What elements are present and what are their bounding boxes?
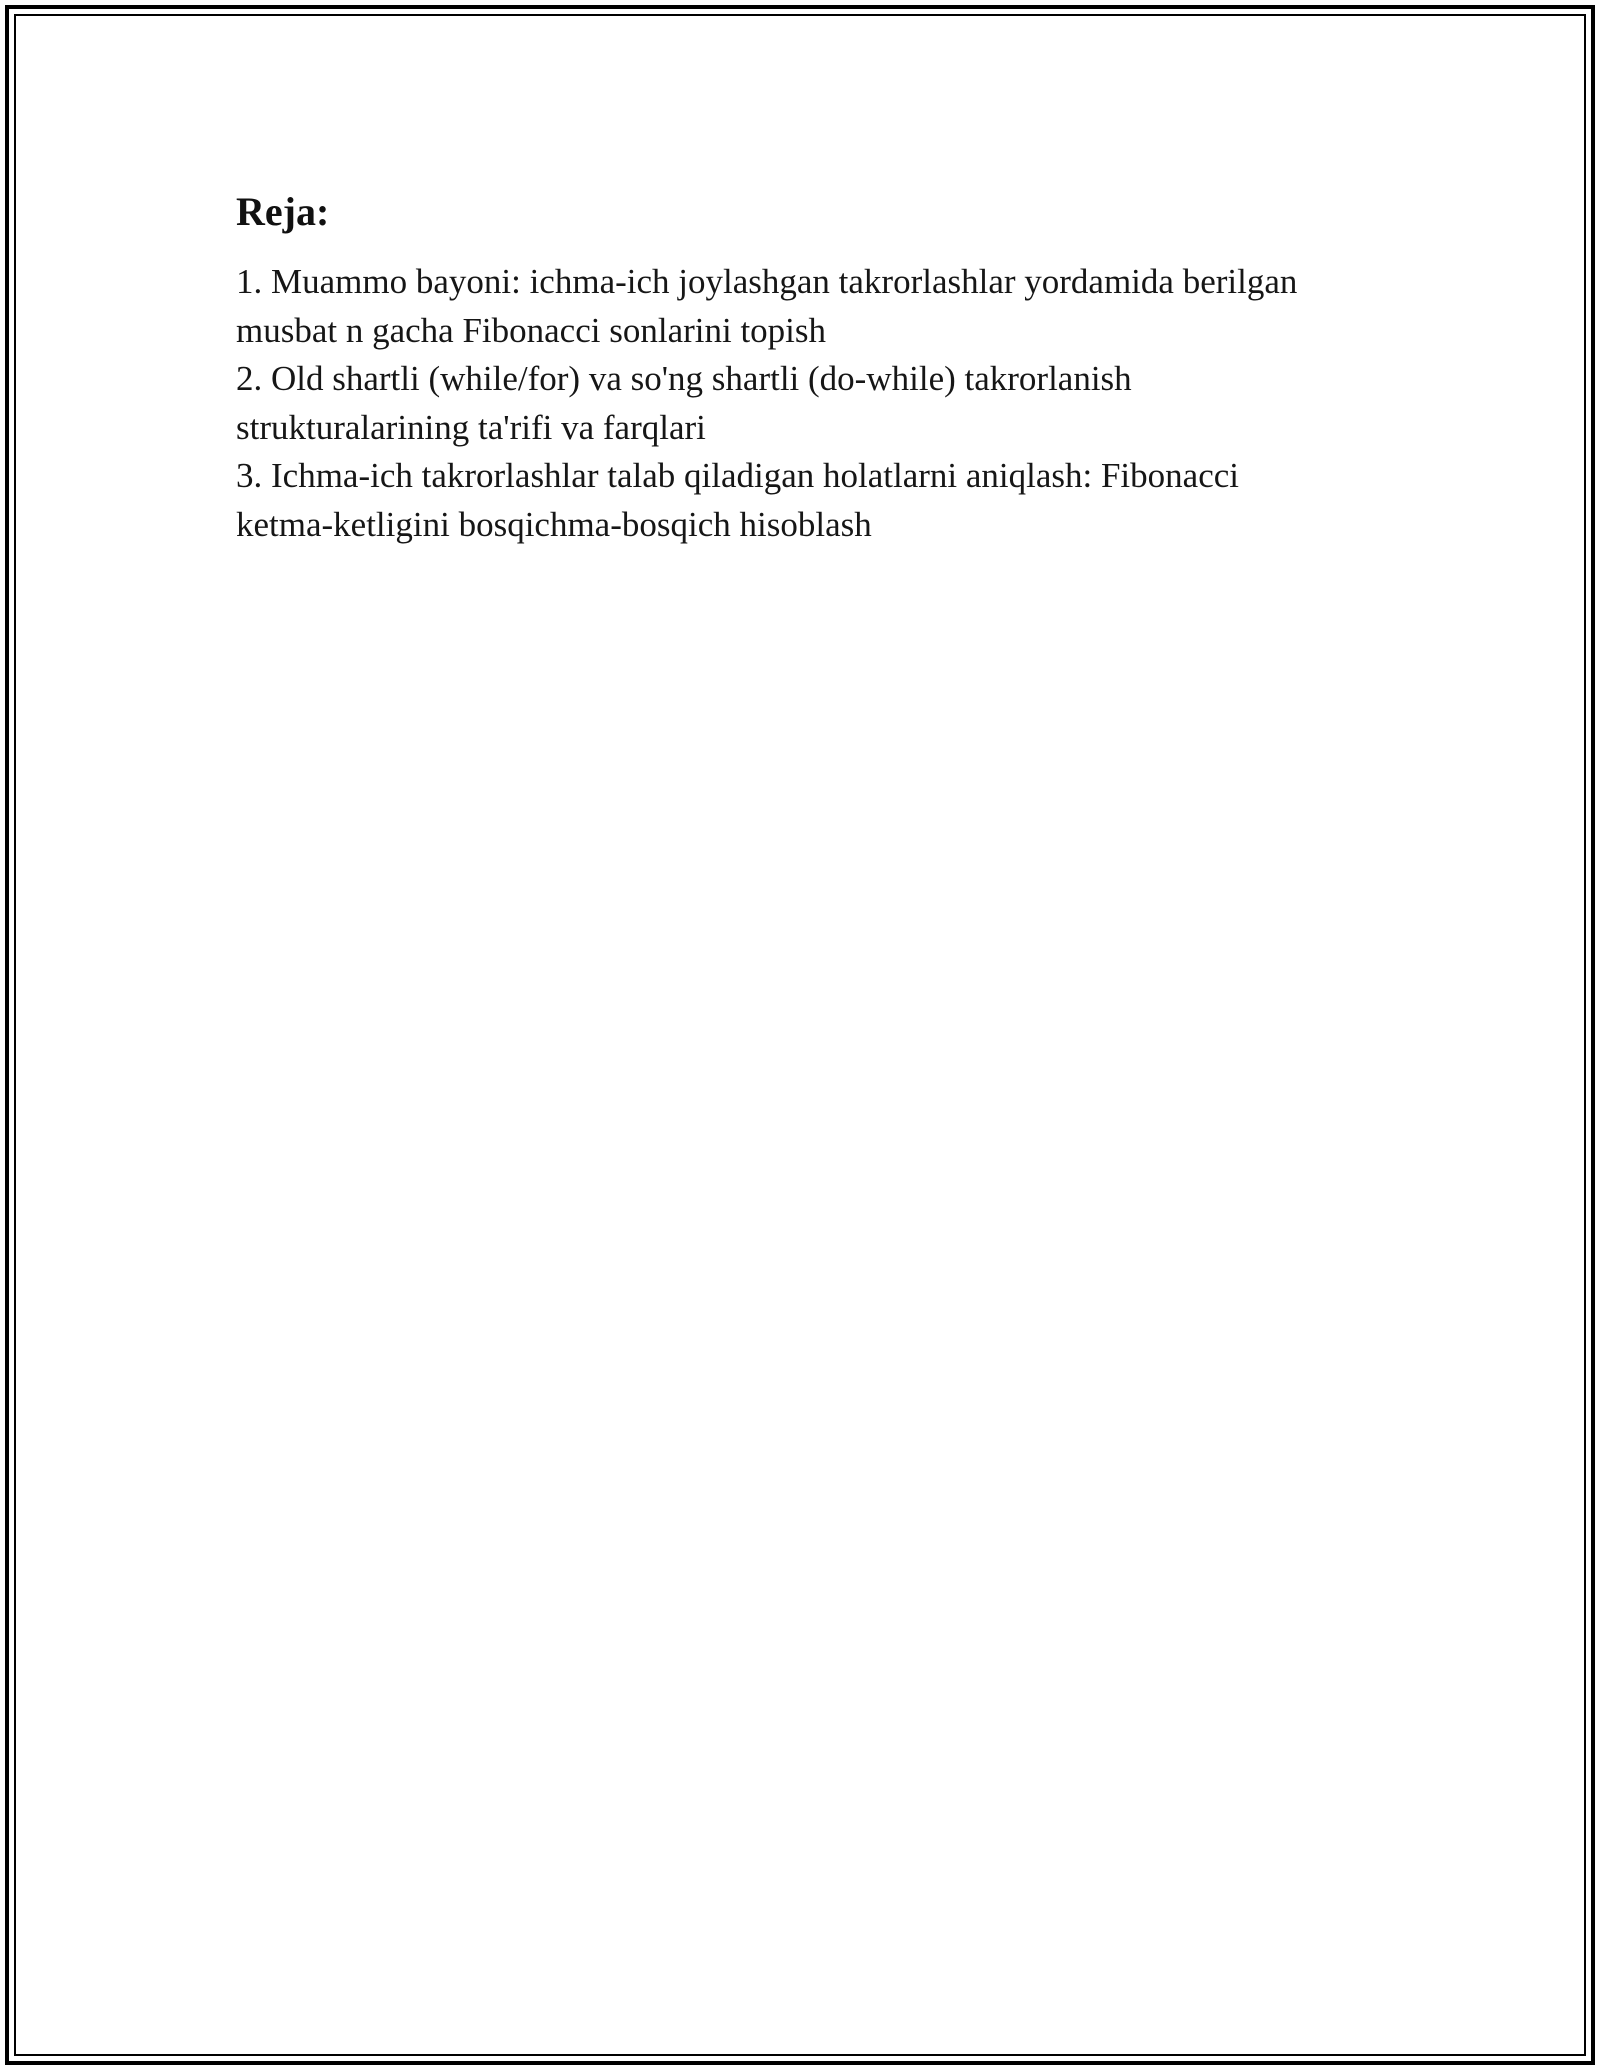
page-content: [236, 182, 1386, 549]
plan-item-3-line-2: ketma-ketligini bosqichma-bosqich hisoblash: [236, 504, 872, 544]
plan-item-3: [236, 452, 1386, 549]
plan-item-1: [236, 258, 1386, 355]
plan-item-2: [236, 355, 1386, 452]
plan-item-2-line-1: 2. Old shartli (while/for) va so'ng shartli (do-while) takrorlanish: [236, 359, 1132, 398]
plan-item-2-line-2: strukturalarining ta'rifi va farqlari: [236, 407, 706, 447]
plan-item-1-line-2: musbat n gacha Fibonacci sonlarini topish: [236, 310, 827, 350]
plan-item-3-line-1: 3. Ichma-ich takrorlashlar talab qiladigan holatlarni aniqlash: Fibonacci: [236, 456, 1239, 495]
plan-title: Reja:: [236, 189, 330, 234]
plan-item-1-line-1: 1. Muammo bayoni: ichma-ich joylashgan takrorlashlar yordamida berilgan: [236, 262, 1298, 301]
